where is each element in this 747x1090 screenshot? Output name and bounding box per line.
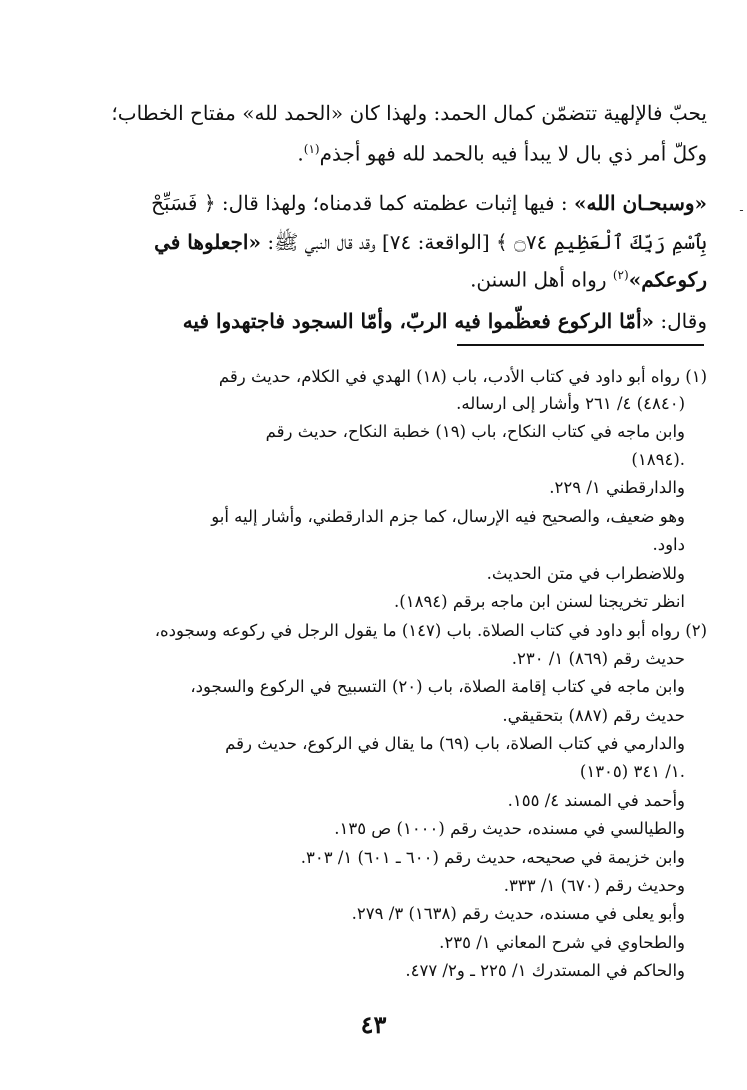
footnote-line: حديث رقم (٨٨٧) بتحقيقي. <box>502 706 685 725</box>
body-line-2: وكلّ أمر ذي بال لا يبدأ فيه بالحمد لله فهو أجذم$^{(١)}$. <box>297 141 707 166</box>
footnote-line: انظر تخريجنا لسنن ابن ماجه برقم (١٨٩٤). <box>394 592 685 611</box>
footnote-line: وللاضطراب في متن الحديث. <box>486 564 685 583</box>
footnote-line: والدارمي في كتاب الصلاة، باب (٦٩) ما يقال في الركوع، حديث رقم <box>225 734 685 753</box>
footnote-ref-1: (١) <box>303 142 320 156</box>
footnote-line: وابن خزيمة في صحيحه، حديث رقم (٦٠٠ ـ ٦٠١) ١/ ٣٠٣. <box>300 848 685 867</box>
body-line-4: بِٱسْمِ رَبِّكَ ٱلْعَظِيمِ ۝٧٤ ﴾ [الواقعة: ٧٤] وقد قال النبي ﷺ: «اجعلوها في <box>154 230 707 254</box>
footnote-line: (٢) رواه أبو داود في كتاب الصلاة. باب (١٤٧) ما يقول الرجل في ركوعه وسجوده، <box>154 621 707 640</box>
body-line-1: يحبّ فالإلهية تتضمّن كمال الحمد: ولهذا كان «الحمد لله» مفتاح الخطاب؛ <box>111 101 707 125</box>
footnote-line: وأحمد في المسند ٤/ ١٥٥. <box>507 791 685 810</box>
footnote-line: والطحاوي في شرح المعاني ١/ ٢٣٥. <box>439 933 685 952</box>
footnote-line: والحاكم في المستدرك ١/ ٢٢٥ ـ و٢/ ٤٧٧. <box>405 961 685 980</box>
footnote-line: داود. <box>652 535 685 554</box>
footnote-line: وهو ضعيف، والصحيح فيه الإرسال، كما جزم الدارقطني، وأشار إليه أبو <box>211 507 685 526</box>
footnote-line: (٤٨٤٠) ٤/ ٢٦١ وأشار إلى ارساله. <box>456 394 685 413</box>
edge-mark: ـ <box>740 203 743 214</box>
footnote-line: حديث رقم (٨٦٩) ١/ ٢٣٠. <box>511 649 685 668</box>
body-line-6: وقال: «أمّا الركوع فعظّموا فيه الربّ، وأمّا السجود فاجتهدوا فيه <box>182 309 707 333</box>
footnote-line: وحديث رقم (٦٧٠) ١/ ٣٣٣. <box>503 876 685 895</box>
page-number: ٤٣ <box>360 1010 387 1039</box>
footnote-separator <box>457 344 704 346</box>
body-line-3: «وسبحـان الله» : فيها إثبات عظمته كما قدمناه؛ ولهذا قال: ﴿ فَسَبِّحْ <box>151 191 707 215</box>
footnote-line: وأبو يعلى في مسنده، حديث رقم (١٦٣٨) ٣/ ٢٧٩. <box>351 904 685 923</box>
footnote-line: (١٣٠٥) ١/ ٣٤١. <box>579 762 685 781</box>
footnote-line: والطيالسي في مسنده، حديث رقم (١٠٠٠) ص ١٣٥. <box>334 819 685 838</box>
footnote-line: وابن ماجه في كتاب إقامة الصلاة، باب (٢٠) التسبيح في الركوع والسجود، <box>190 677 685 696</box>
footnote-line: (١٨٩٤). <box>631 450 685 469</box>
footnote-line: والدارقطني ١/ ٢٢٩. <box>549 478 685 497</box>
footnote-line: (١) رواه أبو داود في كتاب الأدب، باب (١٨) الهدي في الكلام، حديث رقم <box>218 367 707 386</box>
body-line-5: ركوعكم»$^{(٢)}$ رواه أهل السنن. <box>470 267 707 292</box>
quran-verse: بِٱسْمِ رَبِّكَ ٱلْعَظِيمِ ۝٧٤ ﴾ <box>496 230 707 254</box>
footnote-ref-2: (٢) <box>612 268 629 282</box>
footnote-line: وابن ماجه في كتاب النكاح، باب (١٩) خطبة النكاح، حديث رقم <box>265 422 685 441</box>
